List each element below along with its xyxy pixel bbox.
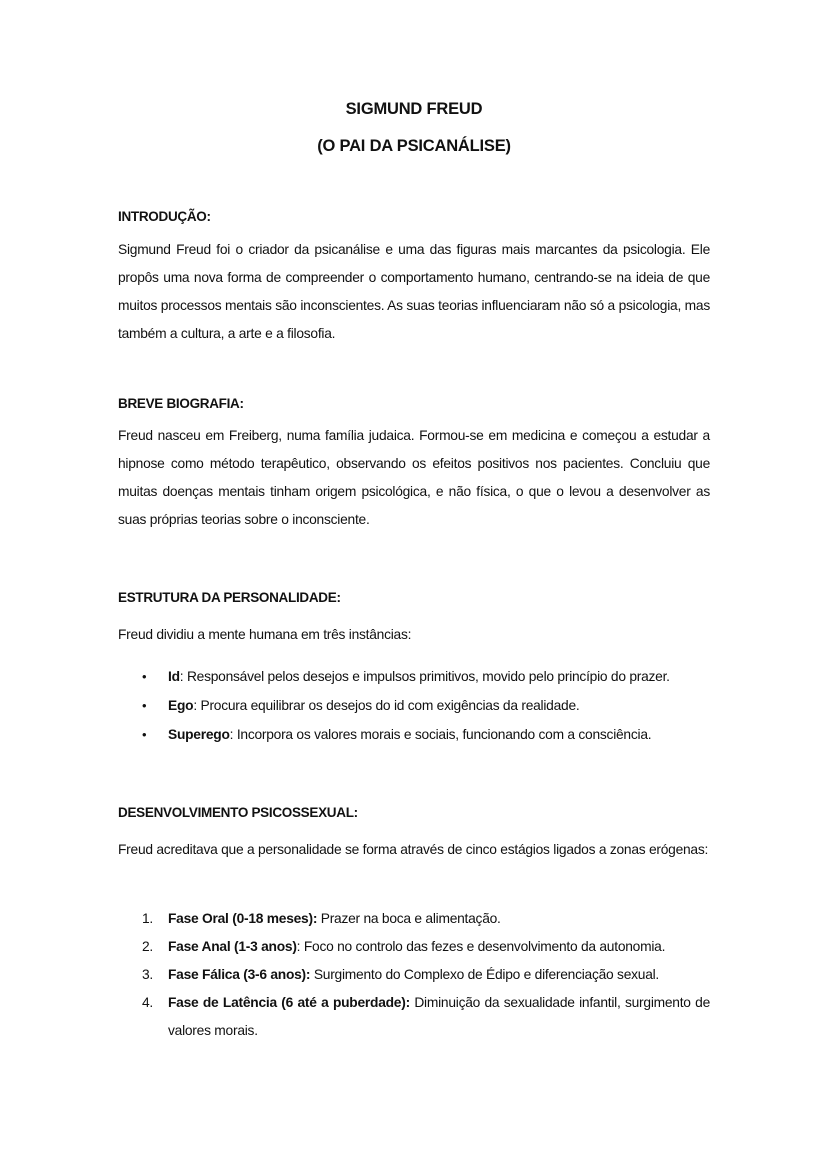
biography-paragraph: Freud nasceu em Freiberg, numa família judaica. Formou-se em medicina e começou a estudar a hipnose como método terapêutico, observando os efeitos positivos nos pacientes. Concluiu que muitas doenças mentais tinham origem psicológica, e não física, o que o levou a desenvolver as suas próprias teorias sobre o inconsciente. [118,428,710,527]
section-heading-biography: BREVE BIOGRAFIA: [118,396,244,411]
bullet-icon: • [142,669,147,684]
document-subtitle: (O PAI DA PSICANÁLISE) [317,137,511,155]
description: Responsável pelos desejos e impulsos primitivos, movido pelo princípio do prazer. [183,669,670,684]
document-title: SIGMUND FREUD [345,100,483,118]
intro-paragraph: Sigmund Freud foi o criador da psicanálise e uma das figuras mais marcantes da psicologia. Ele propôs uma nova forma de compreender o comportamento humano, centrando-se na ideia de que muitos processos mentais são inconscientes. As suas teorias influenciaram não só a psicologia, mas também a cultura, a arte e a filosofia. [118,242,710,341]
description: Diminuição da sexualidade infantil, surgimento de valores morais. [168,995,711,1038]
description: Prazer na boca e alimentação. [317,911,501,926]
term: Id [168,669,180,684]
item-number: 1. [142,911,154,926]
list-item-superego: • Superego: Incorpora os valores morais e sociais, funcionando com a consciência. [118,721,718,750]
item-number: 2. [142,939,154,954]
section-heading-development: DESENVOLVIMENTO PSICOSSEXUAL: [118,805,358,820]
term: Fase Anal (1-3 anos) [168,939,297,954]
list-item-anal [118,933,710,961]
list-item-oral [118,905,710,933]
list-item-ego: • Ego: Procura equilibrar os desejos do id com exigências da realidade. [118,692,718,721]
item-number: 4. [142,995,154,1010]
structure-intro: Freud dividiu a mente humana em três instâncias: [118,627,412,642]
bullet-icon: • [142,727,147,742]
description: Surgimento do Complexo de Édipo e diferenciação sexual. [310,967,660,982]
stages-list [118,905,718,1045]
item-number: 3. [142,967,154,982]
list-item-latency [118,989,710,1045]
list-item-phallic [118,961,710,989]
term: Fase Fálica (3-6 anos): [168,967,311,982]
section-heading-intro: INTRODUÇÃO: [118,209,211,224]
term: Ego [168,698,194,713]
bullet-icon: • [142,698,147,713]
personality-list [118,663,718,750]
list-item-id: • Id: Responsável pelos desejos e impulsos primitivos, movido pelo princípio do prazer. [118,663,718,692]
term: Superego [168,727,230,742]
term: Fase de Latência (6 até a puberdade): [168,995,410,1010]
section-heading-structure: ESTRUTURA DA PERSONALIDADE: [118,590,341,605]
description: Procura equilibrar os desejos do id com exigências da realidade. [196,698,580,713]
term: Fase Oral (0-18 meses): [168,911,318,926]
development-intro: Freud acreditava que a personalidade se forma através de cinco estágios ligados a zonas erógenas: [118,842,709,857]
description: Incorpora os valores morais e sociais, funcionando com a consciência. [233,727,652,742]
description: : Foco no controlo das fezes e desenvolvimento da autonomia. [296,939,666,954]
